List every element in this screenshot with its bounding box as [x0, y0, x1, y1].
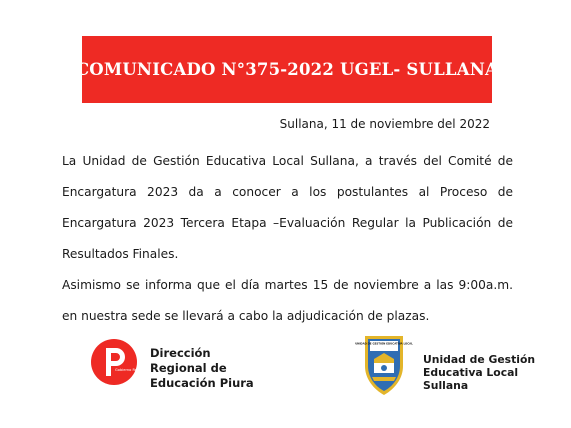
communique-banner — [75, 36, 499, 103]
left-logo-label — [150, 346, 270, 391]
body-paragraph-1 — [62, 146, 513, 270]
body-paragraph-2 — [62, 270, 513, 332]
logo-mark-text: Gobierno Regional Piura — [115, 368, 159, 372]
right-logo-line: Unidad de Gestión — [423, 353, 536, 366]
right-logo-line: Educativa Local — [423, 366, 519, 379]
left-logo-line: Dirección — [150, 346, 211, 360]
right-logo-line: Sullana — [423, 379, 469, 392]
document-date: Sullana, 11 de noviembre del 2022 — [279, 117, 490, 131]
paragraph-text: La Unidad de Gestión Educativa Local Sullana, a través del Comité de Encargatura 2023 da a conocer a los postulantes al Proceso de Encargatura 2023 Tercera Etapa –Evaluación Regular la Publicación de Resultados Finales. — [62, 154, 513, 261]
right-logo-label — [423, 353, 543, 392]
ugel-sullana-crest-icon — [355, 333, 413, 397]
crest-text: UNIDAD DE GESTIÓN EDUCATIVA LOCAL — [355, 342, 413, 346]
paragraph-text: Asimismo se informa que el día martes 15 de noviembre a las 9:00a.m. en nuestra sede se llevará a cabo la adjudicación de plazas. — [62, 278, 513, 323]
left-logo-line: Educación Piura — [150, 376, 254, 390]
left-logo-line: Regional de — [150, 361, 227, 375]
gobierno-regional-piura-logo-icon — [90, 338, 159, 386]
banner-title: COMUNICADO N°375-2022 UGEL- SULLANA — [75, 60, 499, 79]
